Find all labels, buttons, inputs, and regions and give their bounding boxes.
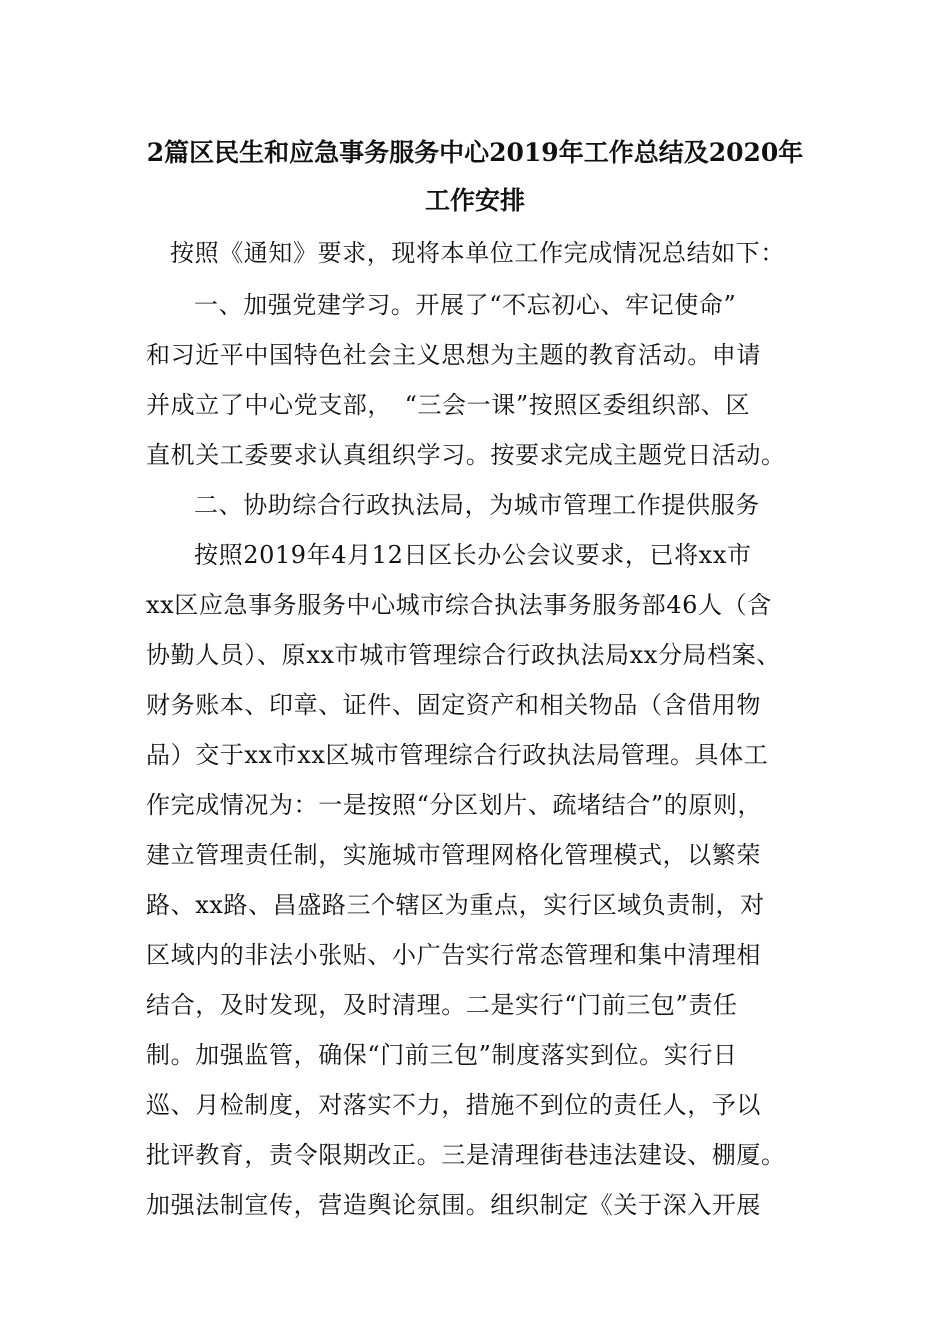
body-line: xx区应急事务服务中心城市综合执法事务服务部46人（含 bbox=[146, 591, 772, 619]
body-line: 并成立了中心党支部， “三会一课”按照区委组织部、区 bbox=[146, 391, 751, 419]
body-line: 直机关工委要求认真组织学习。按要求完成主题党日活动。 bbox=[146, 441, 786, 469]
body-line: 财务账本、印章、证件、固定资产和相关物品（含借用物 bbox=[146, 691, 761, 719]
body-line: 品）交于xx市xx区城市管理综合行政执法局管理。具体工 bbox=[146, 741, 769, 769]
body-line: 制。加强监管，确保“门前三包”制度落实到位。实行日 bbox=[146, 1041, 738, 1069]
body-line: 作完成情况为：一是按照“分区划片、疏堵结合”的原则， bbox=[146, 791, 763, 819]
body-line: 建立管理责任制，实施城市管理网格化管理模式，以繁荣 bbox=[146, 841, 761, 869]
body-line: 和习近平中国特色社会主义思想为主题的教育活动。申请 bbox=[146, 341, 761, 369]
body-line: 一、加强党建学习。开展了“不忘初心、牢记使命” bbox=[194, 291, 737, 319]
body-line: 路、xx路、昌盛路三个辖区为重点，实行区域负责制，对 bbox=[146, 891, 765, 919]
body-line: 加强法制宣传，营造舆论氛围。组织制定《关于深入开展 bbox=[146, 1191, 761, 1219]
body-line: 区域内的非法小张贴、小广告实行常态管理和集中清理相 bbox=[146, 941, 761, 969]
body-line: 二、协助综合行政执法局，为城市管理工作提供服务 bbox=[194, 491, 760, 519]
body-line: 按照2019年4月12日区长办公会议要求，已将xx市 bbox=[194, 541, 752, 569]
body-line: 结合，及时发现，及时清理。二是实行“门前三包”责任 bbox=[146, 991, 738, 1019]
body-line: 协勤人员）、原xx市城市管理综合行政执法局xx分局档案、 bbox=[146, 641, 781, 669]
body-line: 按照《通知》要求，现将本单位工作完成情况总结如下： bbox=[170, 239, 785, 267]
document-title-line-2: 工作安排 bbox=[424, 186, 525, 215]
body-line: 批评教育，责令限期改正。三是清理街巷违法建设、棚厦。 bbox=[146, 1141, 786, 1169]
body-line: 巡、月检制度，对落实不力，措施不到位的责任人，予以 bbox=[146, 1091, 761, 1119]
document-title-line-1: 2篇区民生和应急事务服务中心2019年工作总结及2020年 bbox=[146, 138, 804, 167]
